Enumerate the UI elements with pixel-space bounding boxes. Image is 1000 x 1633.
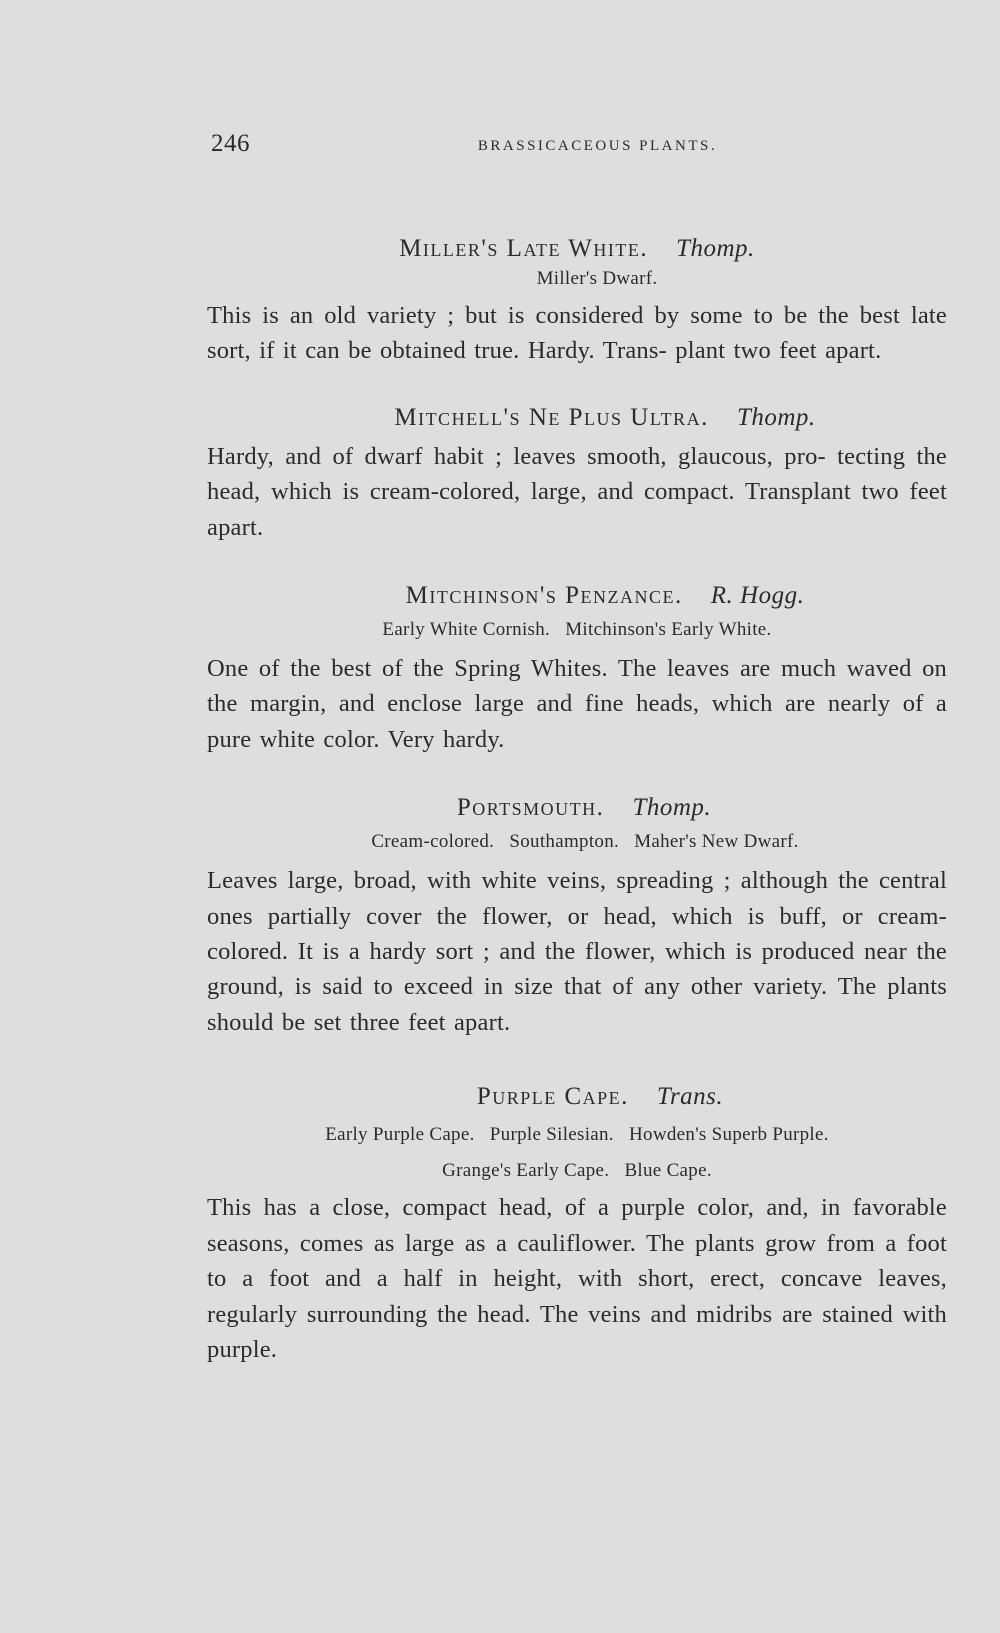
- entry-purple-cape: [207, 1080, 947, 1367]
- synonyms-line-1: Early Purple Cape. Purple Silesian. Howden's Superb Purple.: [325, 1124, 829, 1146]
- entry-heading: [207, 579, 947, 613]
- authority: Thomp.: [676, 235, 755, 262]
- running-head: [0, 128, 1000, 168]
- description: Hardy, and of dwarf habit ; leaves smooth, glaucous, pro- tecting the head, which is cream-colored, large, and compact. Transplant two feet apart.: [207, 442, 947, 541]
- description: Leaves large, broad, with white veins, spreading ; although the central ones partially cover the flower, or head, which is buff, or cream-colored. It is a hardy sort ; and the flower, which is produced near the ground, is said to exceed in size that of any other variety. The plants should be set three feet apart.: [207, 867, 947, 1036]
- page-content: [207, 232, 947, 1367]
- entry-millers-late-white: [207, 232, 947, 369]
- authority: Thomp.: [736, 403, 816, 431]
- synonyms-line-2: Grange's Early Cape. Blue Cape.: [442, 1160, 712, 1182]
- entry-heading: [207, 232, 947, 266]
- synonyms: Early White Cornish. Mitchinson's Early White.: [382, 619, 772, 641]
- authority: Thomp.: [632, 794, 712, 822]
- running-title: BRASSICACEOUS PLANTS.: [477, 138, 718, 154]
- description: This is an old variety ; but is considered by some to be the best late sort, if it can be obtained true. Hardy. Trans- plant two feet apart.: [207, 302, 947, 365]
- description: One of the best of the Spring Whites. The leaves are much waved on the margin, and enclose large and fine heads, which are nearly of a pure white color. Very hardy.: [207, 655, 947, 753]
- variety-name: Purple Cape.: [476, 1083, 629, 1111]
- variety-name: Mitchinson's Penzance.: [405, 582, 683, 610]
- entry-heading: [207, 401, 947, 435]
- entry-heading: [207, 791, 947, 825]
- authority: Trans.: [656, 1083, 724, 1111]
- description: This has a close, compact head, of a purple color, and, in favorable seasons, comes as large as a cauliflower. The plants grow from a foot to a foot and a half in height, with short, erect, concave leaves, regularly surrounding the head. The veins and midribs are stained with purple.: [207, 1194, 947, 1363]
- entry-portsmouth: [207, 791, 947, 1040]
- variety-name: Miller's Late White.: [399, 235, 649, 262]
- variety-name: Mitchell's Ne Plus Ultra.: [394, 403, 709, 431]
- variety-name: Portsmouth.: [456, 794, 605, 822]
- synonyms: Cream-colored. Southampton. Maher's New Dwarf.: [371, 831, 799, 853]
- page-number: 246: [211, 130, 250, 157]
- entry-mitchells-ne-plus-ultra: [207, 401, 947, 545]
- authority: R. Hogg.: [710, 582, 805, 610]
- synonyms: Miller's Dwarf.: [536, 268, 658, 289]
- entry-heading: [207, 1080, 947, 1114]
- entry-mitchinsons-penzance: [207, 579, 947, 757]
